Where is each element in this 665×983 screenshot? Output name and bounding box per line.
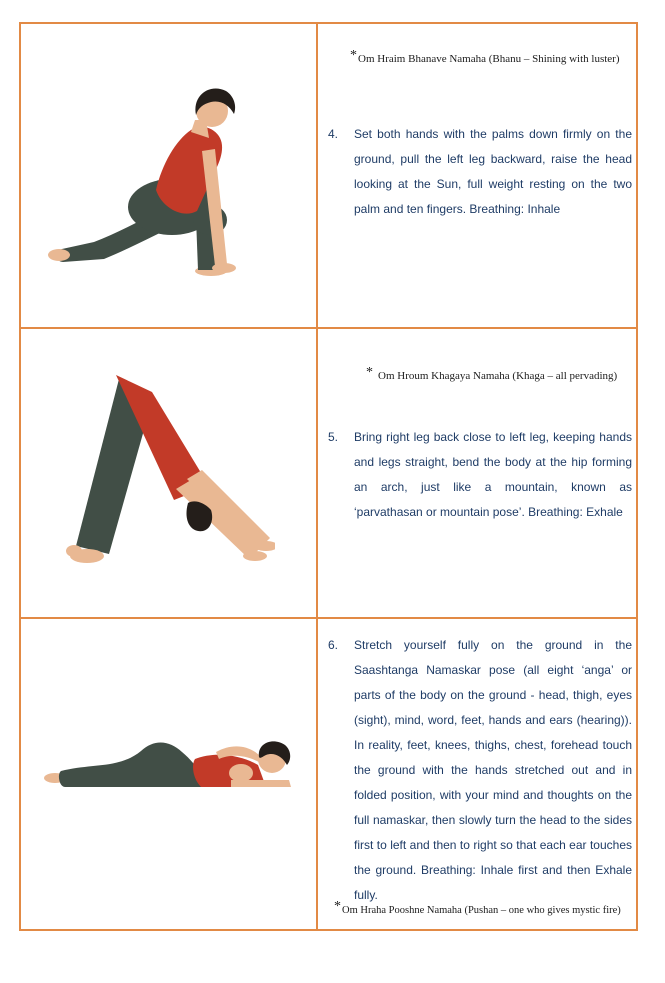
- pose-image-cell: [21, 329, 318, 617]
- hand-shape: [212, 263, 236, 273]
- step-text: Set both hands with the palms down firmly on the ground, pull the left leg backward, raise the head looking at the Sun, full weight resting on the two palm and ten fingers. Breathing: Inhale: [354, 127, 632, 216]
- back-foot-shape: [48, 249, 70, 261]
- asterisk-marker: *: [366, 365, 373, 380]
- pose-image-cell: [21, 24, 318, 327]
- step-item: [328, 633, 632, 908]
- asterisk-marker: *: [334, 899, 341, 914]
- mantra-text: Om Hraim Bhanave Namaha (Bhanu – Shining with luster): [358, 53, 620, 65]
- legs-shape: [59, 742, 207, 787]
- table-row: [21, 619, 636, 929]
- step-text: Bring right leg back close to left leg, keeping hands and legs straight, bend the body at the hip forming an arch, just like a mountain, known as ‘parvathasan or mountain pose’. Breathing: Exhale: [354, 430, 632, 519]
- pose-image-cell: [21, 619, 318, 929]
- step-item: [328, 425, 632, 525]
- step-text: Stretch yourself fully on the ground in the Saashtanga Namaskar pose (all eight ‘anga’ or parts of the body on the ground - head, thigh, eyes (sight), mind, word, feet, hands and ears (hearing)). In reality, feet, knees, thighs, chest, forehead touch the ground with the hands stretched out and in folded position, with your mind and thoughts on the full namaskar, then slowly turn the head to the sides first to left and then to right so that each ear touches the ground. Breathing: Inhale first and then Exhale fully.: [354, 638, 632, 902]
- instruction-cell: [318, 619, 636, 929]
- instruction-cell: [318, 329, 636, 617]
- step-number: 6.: [328, 638, 339, 652]
- mantra-line: [334, 899, 621, 918]
- elbow-shape: [229, 764, 253, 782]
- step-number: 5.: [328, 430, 339, 444]
- equestrian-lunge-pose-photo: [40, 78, 257, 278]
- yoga-steps-table: [19, 22, 638, 931]
- table-row: [21, 24, 636, 329]
- mantra-text: Om Hroum Khagaya Namaha (Khaga – all pervading): [378, 370, 618, 382]
- table-row: [21, 329, 636, 619]
- saashtanga-namaskar-prone-pose-photo: [35, 699, 295, 791]
- step-item: [328, 122, 632, 222]
- mantra-line: [366, 365, 618, 384]
- asterisk-marker: *: [350, 48, 357, 63]
- mantra-text: Om Hraha Pooshne Namaha (Pushan – one who gives mystic fire): [342, 905, 621, 916]
- mountain-pose-downward-dog-photo: [35, 367, 275, 567]
- instruction-cell: [318, 24, 636, 327]
- near-hand-shape: [243, 551, 267, 561]
- heel-shape: [66, 545, 82, 557]
- step-number: 4.: [328, 127, 339, 141]
- mantra-line: [350, 48, 620, 67]
